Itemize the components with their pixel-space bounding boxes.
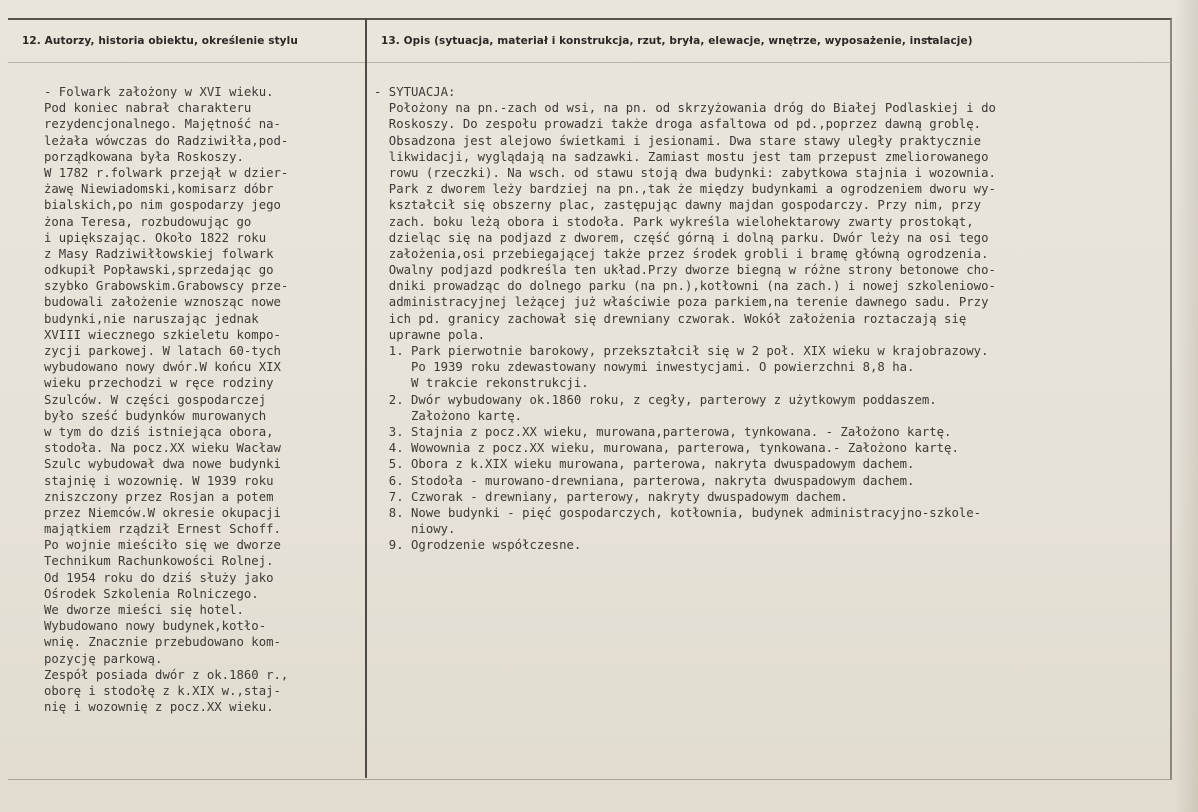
history-text-line: Zespół posiada dwór z ok.1860 r., — [44, 667, 289, 682]
history-text-line: Szulców. W części gospodarczej — [44, 392, 267, 407]
description-text-line: uprawne pola. — [374, 327, 486, 342]
description-text-line: Położony na pn.-zach od wsi, na pn. od skrzyżowania dróg do Białej Podlaskiej i do — [374, 101, 996, 116]
description-text-line: 1. Park pierwotnie barokowy, przekształcił się w 2 poł. XIX wieku w krajobrazowy. — [374, 344, 989, 358]
history-text-line: wieku przechodzi w ręce rodziny — [44, 376, 274, 391]
description-text-line: zach. boku leżą obora i stodoła. Park wykreśla wielohektarowy zwarty prostokąt, — [374, 214, 974, 229]
history-text-line: pozycję parkową. — [44, 651, 163, 666]
description-text-line: W trakcie rekonstrukcji. — [374, 376, 589, 391]
history-text-line: wnię. Znacznie przebudowano kom- — [44, 635, 281, 650]
history-text-line: zniszczony przez Rosjan a potem — [44, 489, 274, 504]
history-text-line: odkupił Popławski,sprzedając go — [44, 263, 274, 278]
history-text-line: Od 1954 roku do dziś służy jako — [44, 570, 274, 585]
history-text-line: leżała wówczas do Radziwiłła,pod- — [44, 133, 289, 148]
description-text-line: Założono kartę. — [374, 408, 523, 423]
history-text-line: z Masy Radziwiłłowskiej folwark — [44, 246, 274, 261]
history-text — [44, 84, 362, 715]
column-divider — [365, 18, 367, 778]
history-text-line: Po wojnie mieściło się we dworze — [44, 538, 281, 553]
description-text-line: założenia,osi przebiegającej także przez środek grobli i bramę główną ogrodzenia. — [374, 246, 989, 261]
description-text-line: Park z dworem leży bardziej na pn.,tak że między budynkami a ogrodzeniem dworu wy- — [374, 182, 996, 197]
description-text — [374, 84, 1174, 553]
history-text-line: Szulc wybudował dwa nowe budynki — [44, 457, 281, 472]
description-text-line: niowy. — [374, 522, 456, 537]
history-text-line: We dworze mieści się hotel. — [44, 603, 244, 617]
description-text-line: dzieląc się na podjazd z dworem, część górną i dolną parku. Dwór leży na osi tego — [374, 230, 989, 245]
history-text-line: W 1782 r.folwark przejął w dzier- — [44, 165, 289, 180]
history-text-line: majątkiem rządził Ernest Schoff. — [44, 522, 281, 537]
history-text-line: nię i wozownię z pocz.XX wieku. — [44, 700, 274, 715]
description-text-line: 8. Nowe budynki - pięć gospodarczych, kotłownia, budynek administracyjno-szkole- — [374, 505, 982, 520]
history-text-line: budowali założenie wznosząc nowe — [44, 295, 281, 310]
history-text-line: Pod koniec nabrał charakteru — [44, 101, 252, 116]
description-text-line: Owalny podjazd podkreśla ten układ.Przy dworze biegną w różne strony betonowe cho- — [374, 263, 996, 278]
description-text-line: 5. Obora z k.XIX wieku murowana, parterowa, nakryta dwuspadowym dachem. — [374, 457, 915, 472]
description-text-line: rowu (rzeczki). Na wsch. od stawu stoją dwa budynki: zabytkowa stajnia i wozownia. — [374, 165, 996, 180]
description-text-line: 7. Czworak - drewniany, parterowy, nakryty dwuspadowym dachem. — [374, 489, 848, 504]
history-text-line: i upiększając. Około 1822 roku — [44, 230, 267, 245]
history-text-line: stajnię i wozownię. W 1939 roku — [44, 473, 274, 488]
history-text-line: - Folwark założony w XVI wieku. — [44, 85, 274, 99]
description-text-line: administracyjnej leżącej już właściwie poza parkiem,na terenie dawnego sadu. Przy — [374, 295, 989, 310]
description-text-line: Roskoszy. Do zespołu prowadzi także droga asfaltowa od pd.,poprzez dawną groblę. — [374, 117, 982, 132]
history-text-line: stodoła. Na pocz.XX wieku Wacław — [44, 441, 281, 456]
description-text-line: 3. Stajnia z pocz.XX wieku, murowana,parterowa, tynkowana. - Założono kartę. — [374, 424, 952, 439]
description-text-line: likwidacji, wyglądają na sadzawki. Zamiast mostu jest tam przepust zmeliorowanego — [374, 149, 989, 164]
history-text-line: porządkowana była Roskoszy. — [44, 149, 244, 164]
description-text-line: 2. Dwór wybudowany ok.1860 roku, z cegły, parterowy z użytkowym poddaszem. — [374, 392, 937, 407]
history-text-line: Wybudowano nowy budynek,kotło- — [44, 619, 267, 634]
description-text-line: 9. Ogrodzenie współczesne. — [374, 538, 582, 553]
description-text-line: 6. Stodoła - murowano-drewniana, parterowa, nakryta dwuspadowym dachem. — [374, 473, 915, 488]
history-text-line: było sześć budynków murowanych — [44, 408, 267, 423]
description-text-line: kształcił się obszerny plac, zastępując dawny majdan gospodarczy. Przy nim, przy — [374, 198, 982, 213]
history-text-line: budynki,nie naruszając jednak — [44, 311, 259, 326]
history-text-line: żona Teresa, rozbudowując go — [44, 214, 252, 229]
section-13-header: 13. Opis (sytuacja, materiał i konstrukcja, rzut, bryła, elewacje, wnętrze, wyposażenie, instalacje) — [381, 35, 973, 47]
history-text-line: żawę Niewiadomski,komisarz dóbr — [44, 182, 274, 197]
history-text-line: XVIII wiecznego szkieletu kompo- — [44, 327, 281, 342]
history-text-line: bialskich,po nim gospodarzy jego — [44, 198, 281, 213]
description-text-line: dniki prowadząc do dolnego parku (na pn.),kotłowni (na zach.) i nowej szkoleniowo- — [374, 279, 996, 294]
history-text-line: w tym do dziś istniejąca obora, — [44, 424, 274, 439]
description-text-line: Po 1939 roku zdewastowany nowymi inwestycjami. O powierzchni 8,8 ha. — [374, 360, 915, 375]
history-text-line: Technikum Rachunkowości Rolnej. — [44, 554, 274, 569]
history-text-line: przez Niemców.W okresie okupacji — [44, 505, 281, 520]
description-text-line: - SYTUACJA: — [374, 85, 456, 99]
description-text-line: ich pd. granicy zachował się drewniany czworak. Wokół założenia roztaczają się — [374, 311, 967, 326]
history-text-line: szybko Grabowskim.Grabowscy prze- — [44, 279, 289, 294]
header-rule — [8, 62, 1171, 63]
section-12-header: 12. Autorzy, historia obiektu, określenie stylu — [22, 35, 298, 47]
description-text-line: Obsadzona jest alejowo świetkami i jesionami. Dwa stare stawy uległy praktycznie — [374, 133, 982, 148]
page-edge-shadow — [1174, 0, 1198, 812]
history-text-line: wybudowano nowy dwór.W końcu XIX — [44, 360, 281, 375]
description-text-line: 4. Wowownia z pocz.XX wieku, murowana, parterowa, tynkowana.- Założono kartę. — [374, 441, 959, 456]
history-text-line: oborę i stodołę z k.XIX w.,staj- — [44, 683, 281, 698]
history-text-line: zycji parkowej. W latach 60-tych — [44, 344, 281, 358]
history-text-line: Ośrodek Szkolenia Rolniczego. — [44, 586, 259, 601]
history-text-line: rezydencjonalnego. Majętność na- — [44, 117, 281, 132]
